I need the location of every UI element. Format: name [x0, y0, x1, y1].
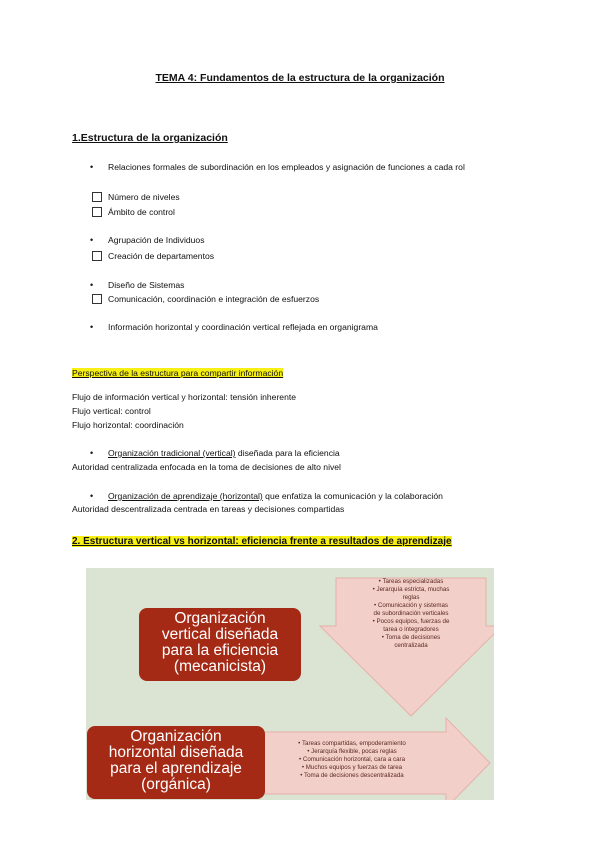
checkbox-icon [92, 251, 102, 261]
box-line: (orgánica) [141, 776, 211, 793]
bullet-diseno: • Diseño de Sistemas [108, 278, 184, 292]
note-line: • Muchos equipos y fuerzas de tarea [301, 764, 403, 771]
horizontal-org-box [87, 726, 265, 799]
checkbox-icon [92, 207, 102, 217]
box-line: para la eficiencia [161, 642, 279, 659]
note-line: • Pocos equipos, fuerzas de [372, 618, 450, 625]
checklist-item-departamentos [108, 249, 214, 263]
document-title: TEMA 4: Fundamentos de la estructura de la organización [155, 72, 445, 84]
checklist-item-ambito [108, 205, 175, 219]
box-line: (mecanicista) [173, 658, 267, 675]
aprendizaje-term: Organización de aprendizaje (horizontal) [108, 491, 263, 501]
note-line: • Toma de decisiones descentralizada [300, 772, 404, 779]
tradicional-term: Organización tradicional (vertical) [108, 448, 236, 458]
note-line: • Jerarquía estricta, muchas [372, 586, 450, 593]
checklist-item-niveles [108, 190, 180, 204]
structure-figure [86, 568, 494, 800]
note-line: tarea o integradores [383, 626, 439, 633]
checklist-label: Creación de departamentos [108, 251, 215, 261]
flow-line-1: Flujo de información vertical y horizontal: tensión inherente [72, 392, 297, 402]
bullet-tradicional [108, 446, 340, 460]
note-line: • Toma de decisiones [381, 634, 441, 641]
note-line: • Comunicación y sistemas [373, 602, 449, 609]
bullet-informacion: • Información horizontal y coordinación vertical reflejada en organigrama [108, 320, 378, 334]
note-line: • Comunicación horizontal, cara a cara [298, 756, 406, 763]
highlighted-heading: 2. Estructura vertical vs horizontal: eficiencia frente a resultados de aprendizaje [72, 536, 452, 547]
aprendizaje-detail: Autoridad descentralizada centrada en tareas y decisiones compartidas [72, 504, 345, 514]
checklist-item-comunicacion [108, 292, 319, 306]
box-line: Organización [174, 610, 266, 627]
bullet-agrupacion: • Agrupación de Individuos [108, 233, 205, 247]
box-line: vertical diseñada [161, 626, 279, 643]
box-line: horizontal diseñada [108, 744, 244, 761]
vertical-org-box [139, 608, 301, 681]
box-line: para el aprendizaje [110, 760, 242, 777]
note-line: • Tareas especializadas [378, 578, 444, 585]
perspective-heading [72, 363, 283, 381]
flow-line-2: Flujo vertical: control [72, 406, 151, 416]
checkbox-icon [92, 294, 102, 304]
checklist-label: Número de niveles [108, 192, 180, 202]
note-line: centralizada [394, 642, 428, 649]
checklist-label: Ámbito de control [108, 207, 175, 217]
section-2-heading [72, 531, 452, 549]
section-1-heading: 1.Estructura de la organización [72, 132, 228, 144]
highlighted-heading: Perspectiva de la estructura para compartir información [72, 368, 284, 378]
bullet-aprendizaje [108, 489, 443, 503]
horizontal-notes [258, 740, 446, 780]
checkbox-icon [92, 192, 102, 202]
box-line: Organización [130, 728, 222, 745]
note-line: • Jerarquía flexible, pocas reglas [307, 748, 397, 755]
flow-line-3: Flujo horizontal: coordinación [72, 420, 184, 430]
tradicional-detail: Autoridad centralizada enfocada en la toma de decisiones de alto nivel [72, 462, 341, 472]
note-line: reglas [402, 594, 420, 601]
vertical-notes [336, 578, 486, 650]
note-line: de subordinación verticales [373, 610, 449, 617]
note-line: • Tareas compartidas, empoderamiento [298, 740, 406, 747]
bullet-relaciones: • Relaciones formales de subordinación en los empleados y asignación de funciones a cada rol [108, 160, 528, 174]
checklist-label: Comunicación, coordinación e integración de esfuerzos [108, 294, 320, 304]
tradicional-desc: diseñada para la eficiencia [235, 448, 340, 458]
aprendizaje-desc: que enfatiza la comunicación y la colaboración [262, 491, 443, 501]
